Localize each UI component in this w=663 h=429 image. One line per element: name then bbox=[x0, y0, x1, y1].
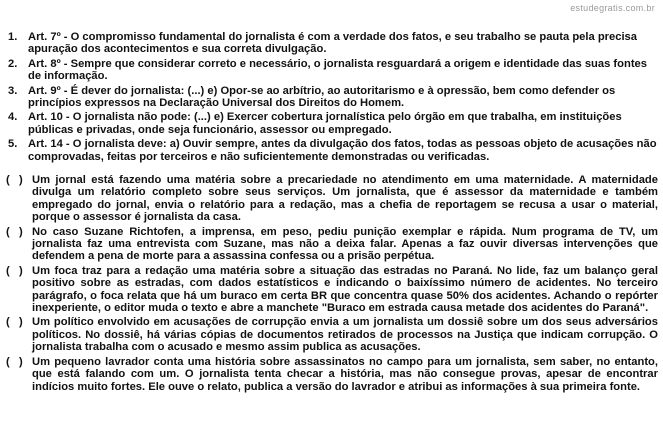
article-number: 2. bbox=[8, 57, 18, 70]
question-text: No caso Suzane Richtofen, a imprensa, em peso, pediu punição exemplar e rápida. Num programa de TV, um jornalista faz uma entrevista com Suzane, mas não a deixa falar. Apenas a faz ouvir diversas intervenções que defendem a pena de morte para a assassina confessa ou a prisão perpétua. bbox=[32, 225, 658, 263]
articles-list bbox=[8, 31, 658, 165]
answer-blank[interactable]: ( ) bbox=[6, 225, 23, 238]
answer-blank[interactable]: ( ) bbox=[6, 355, 23, 368]
question-item bbox=[6, 265, 658, 315]
article-item bbox=[8, 31, 658, 56]
article-number: 5. bbox=[8, 138, 18, 151]
article-text: Art. 8º - Sempre que considerar correto e necessário, o jornalista resguardará a origem e identidade das suas fontes de informação. bbox=[28, 57, 647, 83]
question-item bbox=[6, 174, 658, 224]
question-item bbox=[6, 356, 658, 393]
question-text: Um jornal está fazendo uma matéria sobre a precariedade no atendimento em uma maternidade. A maternidade divulga um relatório completo sobre seus serviços. Um jornalista, que é assessor da maternidade e também empregado do jornal, envia o relatório para a redação, mas a chefia de reportagem se recusa a usar o material, porque o assessor é jornalista da casa. bbox=[32, 174, 658, 224]
article-item bbox=[8, 58, 658, 83]
question-text: Um pequeno lavrador conta uma história sobre assassinatos no campo para um jornalista, sem saber, no entanto, que está falando com um. O jornalista tenta checar a história, mas não consegue provas, apesar de encontrar indícios muito fortes. Ele ouve o relato, publica a versão do lavrador e atribui as informações à sua primeira fonte. bbox=[32, 355, 658, 393]
article-text: Art. 7º - O compromisso fundamental do jornalista é com a verdade dos fatos, e seu trabalho se pauta pela precisa apuração dos acontecimentos e sua correta divulgação. bbox=[28, 31, 638, 56]
article-item bbox=[8, 85, 658, 110]
question-text: Um político envolvido em acusações de corrupção envia a um jornalista um dossiê sobre um dos seus adversários políticos. No dossiê, há várias cópias de documentos retirados de processos na Justiça que indicam corrupção. O jornalista trabalha com o acusado e mesmo assim publica as acusações. bbox=[32, 316, 658, 354]
questions-list bbox=[6, 174, 658, 395]
article-text: Art. 14 - O jornalista deve: a) Ouvir sempre, antes da divulgação dos fatos, todas as pessoas objeto de acusações não comprovadas, feitas por terceiros e não suficientemente demonstradas ou verificadas. bbox=[28, 138, 657, 163]
article-number: 4. bbox=[8, 111, 18, 124]
answer-blank[interactable]: ( ) bbox=[6, 316, 23, 329]
answer-blank[interactable]: ( ) bbox=[6, 264, 23, 277]
watermark: estudegratis.com.br bbox=[570, 3, 655, 13]
question-item bbox=[6, 316, 658, 353]
question-text: Um foca traz para a redação uma matéria sobre a situação das estradas no Paraná. No lide, faz um balanço geral positivo sobre as estradas, com dados estatísticos e indicando o baixíssimo número de acidentes. No terceiro parágrafo, o foca relata que há um buraco em certa BR que concentra quase 50% dos acidentes. Achando o repórter inexperiente, o editor muda o texto e abre a manchete "Buraco em estrada causa metade dos acidentes do Paraná". bbox=[32, 264, 658, 315]
answer-blank[interactable]: ( ) bbox=[6, 174, 23, 186]
article-text: Art. 9º - É dever do jornalista: (...) e) Opor-se ao arbítrio, ao autoritarismo e à opressão, bem como defender os princípios expressos na Declaração Universal dos Direitos do Homem. bbox=[28, 84, 616, 110]
article-item bbox=[8, 138, 658, 163]
article-number: 3. bbox=[8, 84, 18, 97]
article-item bbox=[8, 111, 658, 136]
article-text: Art. 10 - O jornalista não pode: (...) e) Exercer cobertura jornalística pelo órgão em que trabalha, em instituições públicas e privadas, onde seja funcionário, assessor ou empregado. bbox=[28, 111, 622, 136]
article-number: 1. bbox=[8, 31, 18, 43]
question-item bbox=[6, 226, 658, 263]
